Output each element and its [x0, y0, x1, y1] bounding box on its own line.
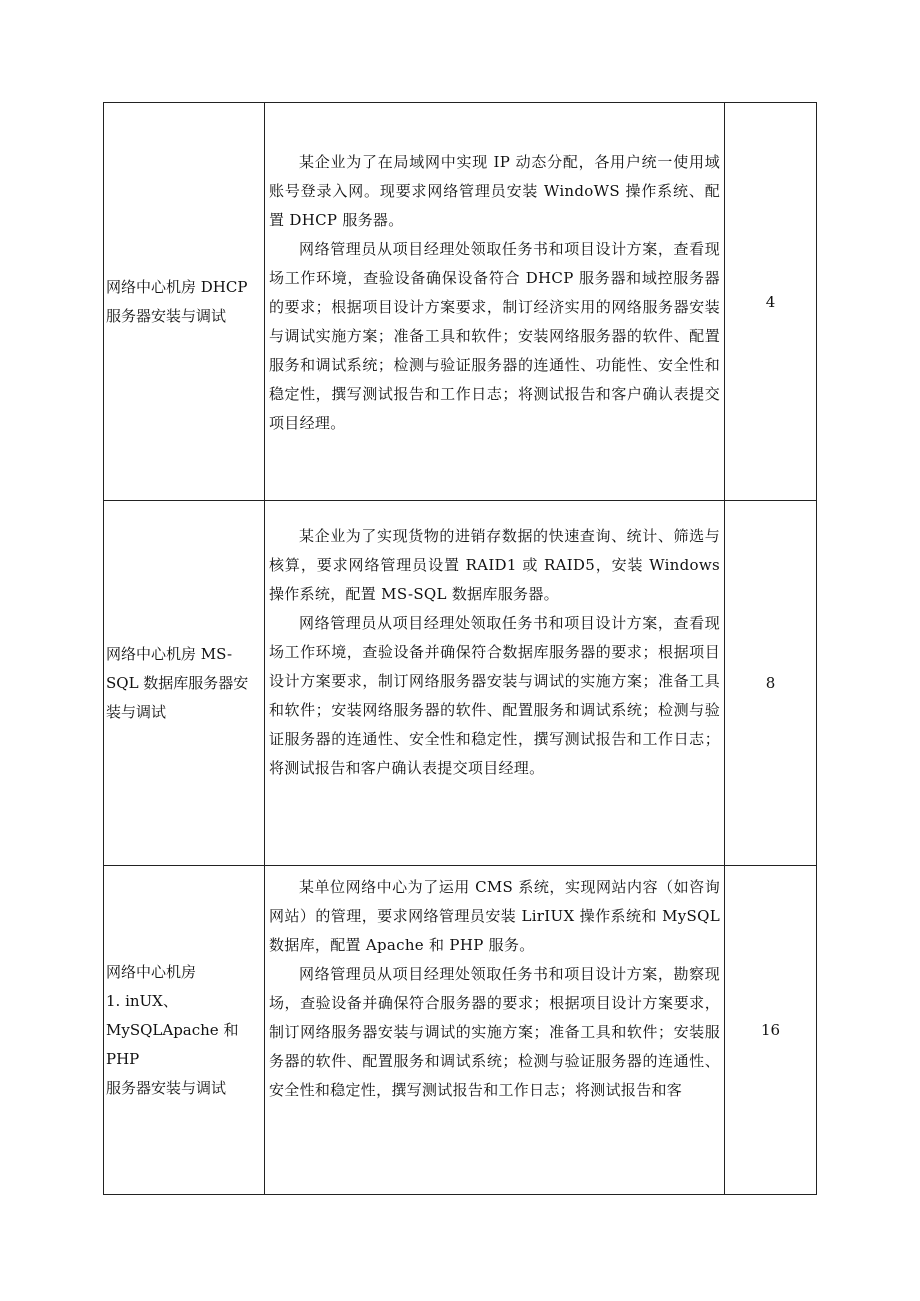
task-name-cell — [104, 501, 265, 865]
task-scenario: 某企业为了实现货物的进销存数据的快速查询、统计、筛选与核算，要求网络管理员设置 RAID1 或 RAID5，安装 Windows 操作系统，配置 MS-SQL 数据库服务器。 — [269, 527, 720, 603]
task-description-cell — [265, 866, 725, 1194]
task-hours: 16 — [760, 1021, 781, 1039]
task-name: 网络中心机房 DHCP 服务器安装与调试 — [106, 277, 248, 325]
task-description-cell — [265, 103, 725, 500]
task-name-line: 网络中心机房 — [106, 962, 197, 981]
task-name-line: 服务器安装与调试 — [106, 1078, 227, 1097]
task-hours-cell — [725, 866, 817, 1194]
task-scenario: 某单位网络中心为了运用 CMS 系统，实现网站内容（如咨询网站）的管理，要求网络管理员安装 LirIUX 操作系统和 MySQL 数据库，配置 Apache 和 PHP 服务。 — [269, 878, 720, 954]
task-hours-cell — [725, 501, 817, 865]
task-hours: 4 — [765, 292, 776, 311]
task-scenario: 某企业为了在局域网中实现 IP 动态分配，各用户统一使用域账号登录入网。现要求网络管理员安装 WindoWS 操作系统、配置 DHCP 服务器。 — [269, 153, 720, 229]
task-workflow: 网络管理员从项目经理处领取任务书和项目设计方案，查看现场工作环境，查验设备确保设备符合 DHCP 服务器和域控服务器的要求；根据项目设计方案要求，制订经济实用的网络服务器安装与调试实施方案；准备工具和软件；安装网络服务器的软件、配置服务和调试系统；检测与验证服务器的连通性、功能性、安全性和稳定性，撰写测试报告和工作日志；将测试报告和客户确认表提交项目经理。 — [269, 240, 720, 432]
task-name-line: MySQLApache 和 PHP — [106, 1020, 239, 1068]
task-name-cell — [104, 103, 265, 500]
task-name-cell — [104, 866, 265, 1194]
task-description-cell — [265, 501, 725, 865]
task-hours: 8 — [765, 674, 776, 692]
table-row — [104, 501, 817, 866]
task-name: 网络中心机房 MS-SQL 数据库服务器安装与调试 — [106, 644, 249, 721]
task-table — [103, 102, 817, 1195]
task-workflow: 网络管理员从项目经理处领取任务书和项目设计方案，查看现场工作环境，查验设备并确保符合数据库服务器的要求；根据项目设计方案要求，制订网络服务器安装与调试的实施方案；准备工具和软件；安装网络服务器的软件、配置服务和调试系统；检测与验证服务器的连通性、安全性和稳定性，撰写测试报告和工作日志；将测试报告和客户确认表提交项目经理。 — [269, 614, 720, 777]
task-hours-cell — [725, 103, 817, 500]
task-name-line: 1. inUX、 — [106, 991, 178, 1010]
task-workflow: 网络管理员从项目经理处领取任务书和项目设计方案，勘察现场，查验设备并确保符合服务器的要求；根据项目设计方案要求，制订网络服务器安装与调试的实施方案；准备工具和软件；安装服务器的软件、配置服务和调试系统；检测与验证服务器的连通性、安全性和稳定性，撰写测试报告和工作日志；将测试报告和客 — [269, 965, 720, 1099]
table-row — [104, 866, 817, 1195]
table-row — [104, 103, 817, 501]
